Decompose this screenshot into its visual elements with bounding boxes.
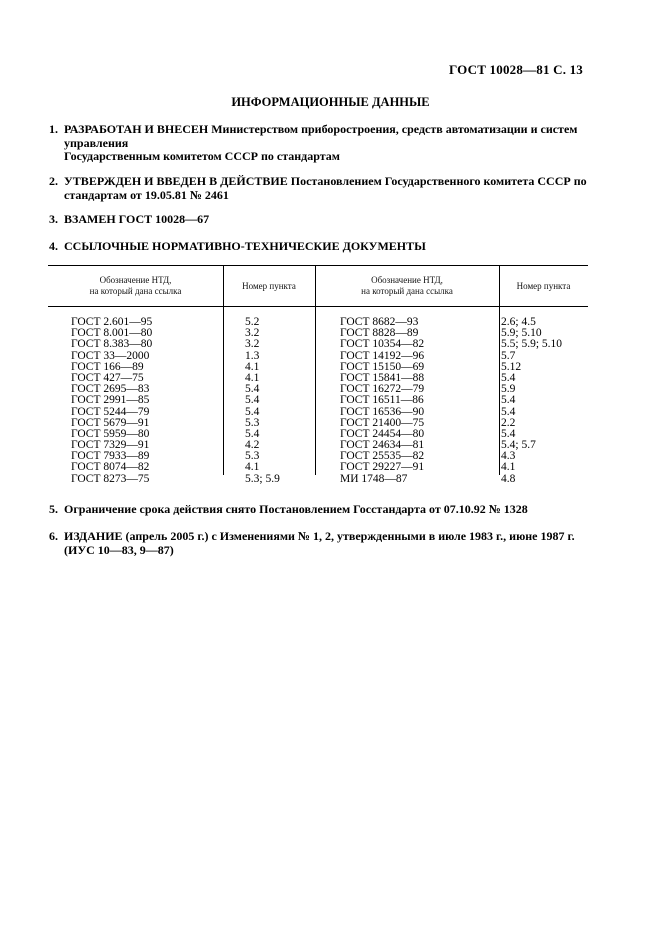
ref-doc: ГОСТ 8828—89: [340, 327, 419, 340]
ref-point: 4.1: [501, 461, 516, 474]
item-number: 5.: [49, 502, 58, 516]
header-point-left: Номер пункта: [242, 280, 296, 291]
ref-point: 5.9: [501, 383, 516, 396]
ref-point: 3.2: [245, 327, 260, 340]
section-title: ИНФОРМАЦИОННЫЕ ДАННЫЕ: [231, 95, 430, 109]
header-text: на который дана ссылка: [361, 286, 453, 296]
ref-point: 4.1: [245, 461, 260, 474]
info-item-1: [49, 123, 589, 164]
ref-doc: ГОСТ 24454—80: [340, 427, 425, 440]
ref-doc: ГОСТ 14192—96: [340, 349, 425, 362]
item-number: 4.: [49, 239, 58, 253]
ref-doc: ГОСТ 5679—91: [71, 416, 150, 429]
ref-point: 4.3: [501, 450, 516, 463]
ref-doc: ГОСТ 25535—82: [340, 450, 425, 463]
item-lead: Ограничение срока действия снято Постановлением Госстандарта от 07.10.92 № 1328: [64, 502, 528, 516]
ref-point: 5.7: [501, 349, 516, 362]
item-lead: РАЗРАБОТАН И ВНЕСЕН: [64, 122, 209, 136]
item-lead: ИЗДАНИЕ: [64, 529, 123, 543]
ref-doc: ГОСТ 2695—83: [71, 383, 150, 396]
ref-point: 4.1: [245, 371, 260, 384]
ref-doc: ГОСТ 8074—82: [71, 461, 150, 474]
table-header: [48, 265, 588, 307]
item-number: 3.: [49, 212, 58, 226]
ref-point: 5.4: [501, 405, 516, 418]
ref-doc: ГОСТ 8.383—80: [71, 338, 153, 351]
item-number: 6.: [49, 529, 58, 543]
column-right-points: [501, 317, 562, 485]
ref-point: 4.1: [245, 360, 260, 373]
header-text: на который дана ссылка: [89, 286, 182, 296]
ref-point: 3.2: [245, 338, 260, 351]
reference-table: [48, 265, 588, 487]
ref-point: 5.5; 5.9; 5.10: [501, 338, 563, 351]
ref-point: 4.2: [245, 439, 260, 452]
header-text: Обозначение НТД,: [371, 275, 443, 285]
ref-point: 2.2: [501, 416, 516, 429]
ref-doc: ГОСТ 16272—79: [340, 383, 425, 396]
ref-doc: ГОСТ 5244—79: [71, 405, 150, 418]
ref-doc: ГОСТ 29227—91: [340, 461, 425, 474]
item-lead: ВЗАМЕН ГОСТ 10028—67: [64, 212, 210, 226]
ref-point: 5.4: [245, 427, 260, 440]
ref-point: 4.8: [501, 472, 516, 485]
ref-doc: ГОСТ 427—75: [71, 371, 144, 384]
item-text: Постановлением Государственного комитета СССР по стандартам от 19.05.81 № 2461: [64, 174, 587, 202]
ref-doc: ГОСТ 15841—88: [340, 371, 425, 384]
ref-point: 5.4: [501, 427, 516, 440]
column-left-points: [245, 317, 280, 485]
ref-doc: ГОСТ 8.001—80: [71, 327, 153, 340]
ref-point: 5.12: [501, 360, 522, 373]
ref-doc: ГОСТ 7329—91: [71, 439, 150, 452]
ref-point: 5.4; 5.7: [501, 439, 536, 452]
ref-doc: ГОСТ 24634—81: [340, 439, 425, 452]
info-item-4: [49, 240, 589, 254]
ref-point: 1.3: [245, 349, 260, 362]
ref-doc: ГОСТ 16536—90: [340, 405, 425, 418]
item-number: 2.: [49, 174, 58, 188]
ref-point: 5.9; 5.10: [501, 327, 542, 340]
info-item-5: [49, 503, 589, 517]
header-point-right: Номер пункта: [516, 280, 571, 291]
ref-doc: ГОСТ 8682—93: [340, 316, 419, 328]
ref-doc: ГОСТ 2991—85: [71, 394, 150, 407]
ref-point: 5.4: [501, 394, 516, 407]
info-item-3: [49, 213, 589, 227]
page-header: ГОСТ 10028—81 С. 13: [449, 62, 583, 77]
ref-point: 5.4: [501, 371, 516, 384]
ref-doc: ГОСТ 16511—86: [340, 394, 424, 407]
header-doc-left: [48, 266, 223, 306]
table-body: [48, 307, 588, 487]
ref-doc: ГОСТ 33—2000: [71, 349, 150, 362]
ref-point: 5.4: [245, 405, 260, 418]
ref-doc: ГОСТ 15150—69: [340, 360, 425, 373]
ref-point: 5.4: [245, 394, 260, 407]
ref-doc: ГОСТ 10354—82: [340, 338, 425, 351]
ref-doc: ГОСТ 5959—80: [71, 427, 150, 440]
item-text-line2: Государственным комитетом СССР по стандартам: [64, 149, 340, 163]
ref-doc: ГОСТ 7933—89: [71, 450, 150, 463]
ref-point: 5.3: [245, 450, 260, 463]
ref-point: 5.2: [245, 316, 260, 328]
item-lead: ССЫЛОЧНЫЕ НОРМАТИВНО-ТЕХНИЧЕСКИЕ ДОКУМЕНТЫ: [64, 239, 426, 253]
header-text: Обозначение НТД,: [99, 275, 172, 285]
ref-doc: ГОСТ 2.601—95: [71, 316, 153, 328]
info-item-6: [49, 530, 589, 557]
ref-doc: МИ 1748—87: [340, 472, 408, 485]
column-right-docs: [340, 317, 424, 485]
ref-doc: ГОСТ 166—89: [71, 360, 144, 373]
ref-doc: ГОСТ 21400—75: [340, 416, 425, 429]
ref-doc: ГОСТ 8273—75: [71, 472, 150, 485]
ref-point: 5.3: [245, 416, 260, 429]
ref-point: 5.3; 5.9: [245, 472, 280, 485]
ref-point: 5.4: [245, 383, 260, 396]
item-lead: УТВЕРЖДЕН И ВВЕДЕН В ДЕЙСТВИЕ: [64, 174, 288, 188]
column-left-docs: [71, 317, 152, 485]
ref-point: 2.6; 4.5: [501, 316, 536, 328]
item-text: (апрель 2005 г.) с Изменениями № 1, 2, утвержденными в июле 1983 г., июне 1987 г. (ИУС 10—83, 9—87): [64, 529, 575, 557]
item-number: 1.: [49, 122, 58, 136]
header-doc-right: [315, 266, 499, 306]
info-item-2: [49, 175, 589, 202]
item-text: Министерством приборостроения, средств автоматизации и систем управления: [64, 122, 578, 150]
